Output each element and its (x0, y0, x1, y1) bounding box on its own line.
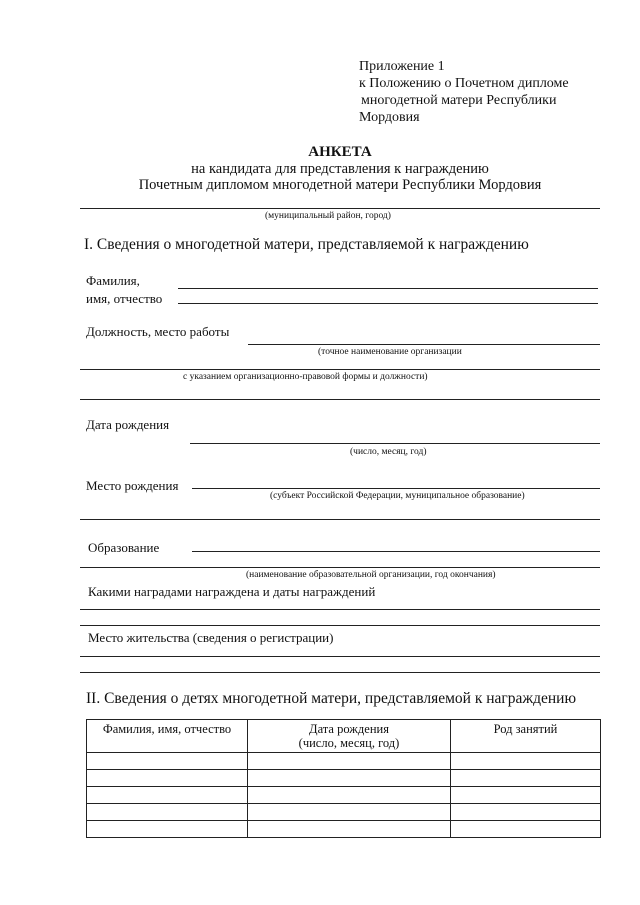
table-cell[interactable] (87, 770, 248, 787)
education-line-2[interactable] (80, 567, 600, 568)
table-cell[interactable] (451, 753, 601, 770)
district-note: (муниципальный район, город) (265, 211, 391, 221)
surname-line[interactable] (178, 288, 598, 289)
awards-line-2[interactable] (80, 625, 600, 626)
appendix-line-1: Приложение 1 (359, 59, 445, 74)
org-form-line[interactable] (80, 369, 600, 370)
appendix-line-2: к Положению о Почетном дипломе (359, 76, 569, 91)
awards-label: Какими наградами награждена и даты награждений (88, 584, 376, 599)
appendix-line-4: Мордовия (359, 110, 420, 125)
awards-line-1[interactable] (80, 609, 600, 610)
table-row (87, 804, 601, 821)
table-cell[interactable] (451, 787, 601, 804)
birth-date-label: Дата рождения (86, 417, 170, 432)
surname-label: Фамилия, (86, 273, 140, 288)
table-row (87, 821, 601, 838)
table-row (87, 787, 601, 804)
table-cell[interactable] (87, 787, 248, 804)
table-cell[interactable] (248, 804, 451, 821)
residence-line-1[interactable] (80, 656, 600, 657)
column-header-birthdate (248, 720, 451, 753)
position-extra-line[interactable] (80, 399, 600, 400)
section-2-title: II. Сведения о детях многодетной матери, представляемой к награждению (86, 690, 577, 707)
position-line[interactable] (248, 344, 600, 345)
table-cell[interactable] (451, 804, 601, 821)
appendix-line-3: многодетной матери Республики (361, 93, 557, 108)
form-subtitle-2: Почетным дипломом многодетной матери Республики Мордовия (138, 177, 542, 193)
org-note: (точное наименование организации (318, 347, 462, 357)
position-label: Должность, место работы (86, 324, 230, 339)
table-row (87, 753, 601, 770)
children-table-header (87, 720, 601, 753)
table-cell[interactable] (248, 787, 451, 804)
form-subtitle-1: на кандидата для представления к награждению (191, 161, 489, 177)
column-header-birthdate-line1: Дата рождения (309, 722, 389, 736)
column-header-occupation: Род занятий (451, 720, 601, 753)
district-line[interactable] (80, 208, 600, 209)
table-cell[interactable] (451, 770, 601, 787)
birth-date-line[interactable] (190, 443, 600, 444)
name-line[interactable] (178, 303, 598, 304)
birth-place-note: (субъект Российской Федерации, муниципальное образование) (270, 491, 525, 501)
table-cell[interactable] (451, 821, 601, 838)
education-note: (наименование образовательной организации, год окончания) (246, 570, 496, 580)
residence-label: Место жительства (сведения о регистрации) (88, 630, 334, 645)
org-form-note: с указанием организационно-правовой формы и должности) (183, 372, 428, 382)
education-label: Образование (88, 540, 160, 555)
table-cell[interactable] (248, 753, 451, 770)
table-cell[interactable] (87, 804, 248, 821)
residence-line-2[interactable] (80, 672, 600, 673)
column-header-birthdate-line2: (число, месяц, год) (298, 736, 400, 750)
table-cell[interactable] (248, 821, 451, 838)
children-table (86, 719, 601, 838)
table-cell[interactable] (248, 770, 451, 787)
birth-date-note: (число, месяц, год) (350, 447, 427, 457)
education-line[interactable] (192, 551, 600, 552)
birth-place-label: Место рождения (86, 478, 179, 493)
name-label: имя, отчество (86, 291, 163, 306)
birth-place-line[interactable] (192, 488, 600, 489)
section-1-title: I. Сведения о многодетной матери, представляемой к награждению (84, 236, 529, 253)
column-header-name: Фамилия, имя, отчество (87, 720, 248, 753)
table-cell[interactable] (87, 821, 248, 838)
table-row (87, 770, 601, 787)
birth-place-extra-line[interactable] (80, 519, 600, 520)
table-cell[interactable] (87, 753, 248, 770)
form-title: АНКЕТА (308, 144, 372, 160)
